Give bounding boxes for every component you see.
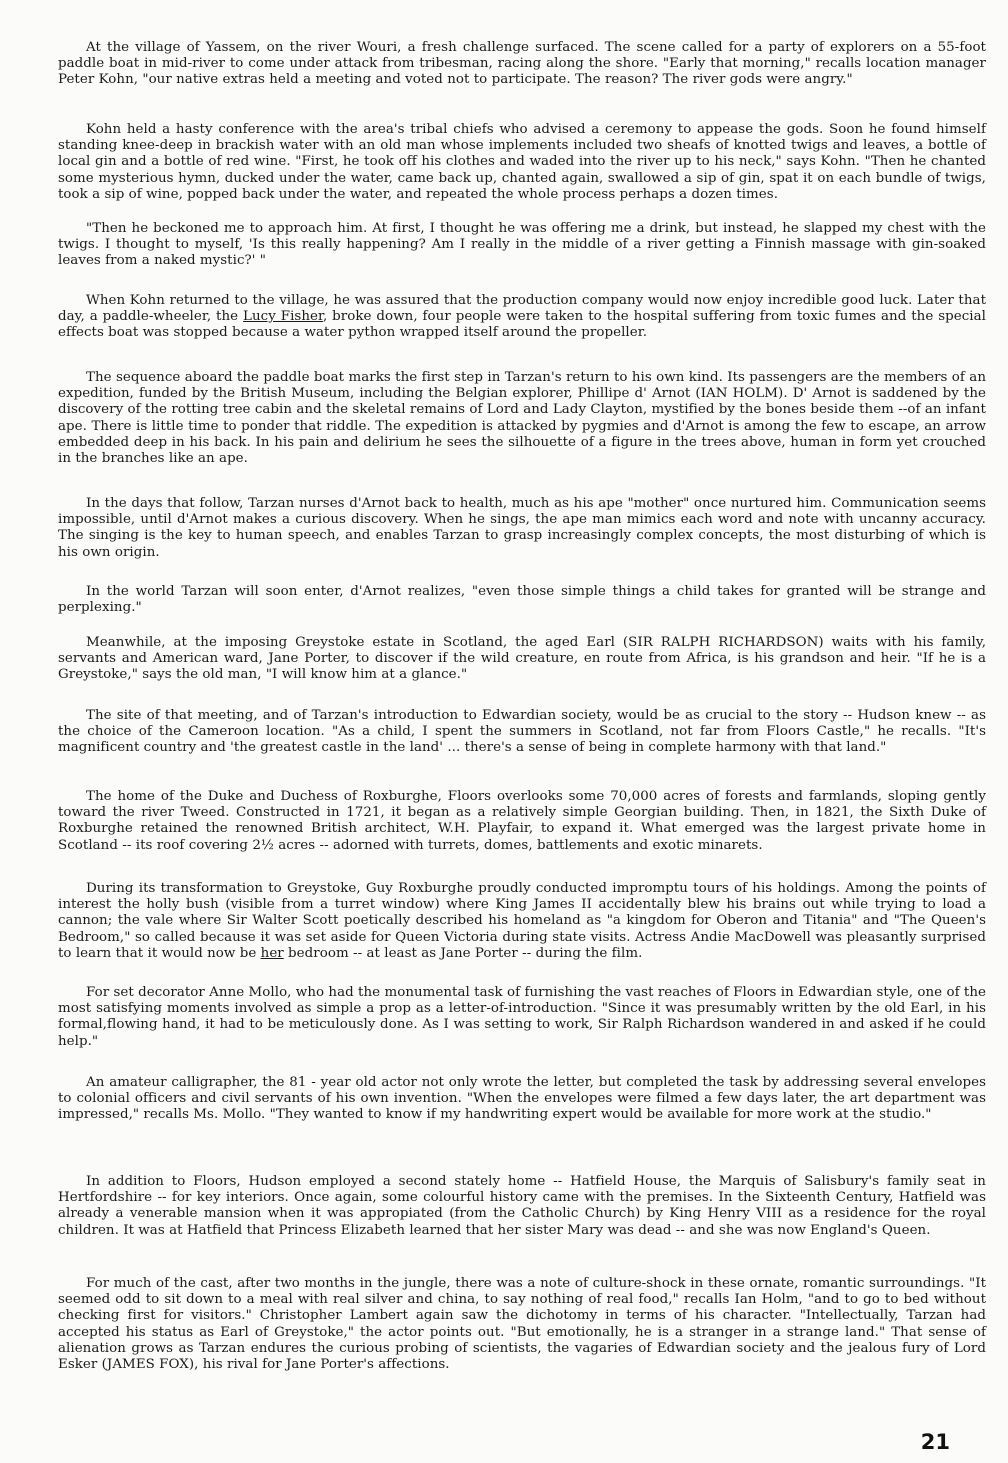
paragraph-4 xyxy=(58,293,986,342)
paragraph-14: In addition to Floors, Hudson employed a second stately home -- Hatfield House, the Marquis of Salisbury's family seat in Hertfordshire -- for key interiors. Once again, some colourful history came with the premises. In the Sixteenth Century, Hatfield was already a venerable mansion when it was appropiated (from the Catholic Church) by King Henry VIII as a residence for the royal children. It was at Hatfield that Princess Elizabeth learned that her sister Mary was dead -- and she was now England's Queen. xyxy=(58,1174,986,1238)
paragraph-15: For much of the cast, after two months in the jungle, there was a note of culture-shock in these ornate, romantic surroundings. "It seemed odd to sit down to a meal with real silver and china, to say nothing of real food," recalls Ian Holm, "and to go to bed without checking first for visitors." Christopher Lambert again saw the dichotomy in terms of his character. "Intellectually, Tarzan had accepted his status as Earl of Greystoke," the actor points out. "But emotionally, he is a stranger in a strange land." That sense of alienation grows as Tarzan endures the curious probing of scientists, the vagaries of Edwardian society and the jealous fury of Lord Esker (JAMES FOX), his rival for Jane Porter's affections. xyxy=(58,1276,986,1373)
her-underlined: her xyxy=(260,945,284,961)
paragraph-2: Kohn held a hasty conference with the area's tribal chiefs who advised a ceremony to appease the gods. Soon he found himself standing knee-deep in brackish water with an old man whose implements included two sheafs of knotted twigs and leaves, a bottle of local gin and a bottle of red wine. "First, he took off his clothes and waded into the river up to his neck," says Kohn. "Then he chanted some mysterious hymn, ducked under the water, came back up, chanted again, swallowed a sip of gin, spat it on each bundle of twigs, took a sip of wine, popped back under the water, and repeated the whole process perhaps a dozen times. xyxy=(58,122,986,202)
paragraph-4-text: When Kohn returned to the village, he was assured that the production company would now enjoy incredible good luck. Later that day, a paddle-wheeler, the xyxy=(58,293,986,325)
paragraph-11-rest: bedroom -- at least as Jane Porter -- during the film. xyxy=(283,945,643,961)
paragraph-11-text: During its transformation to Greystoke, Guy Roxburghe proudly conducted impromptu tours of his holdings. Among the points of interest the holly bush (visible from a turret window) where King James II accidentally blew his brains out while trying to load a cannon; the vale where Sir Walter Scott poetically described his homeland as "a kingdom for Oberon and Titania" and "The Queen's Bedroom," so called because it was set aside for Queen Victoria during state visits. Actress Andie MacDowell was pleasantly surprised to learn that it would now be xyxy=(58,881,986,961)
paragraph-11 xyxy=(58,881,986,962)
paragraph-8: Meanwhile, at the imposing Greystoke estate in Scotland, the aged Earl (SIR RALPH RICHARDSON) waits with his family, servants and American ward, Jane Porter, to discover if the wild creature, en route from Africa, is his grandson and heir. "If he is a Greystoke," says the old man, "I will know him at a glance." xyxy=(58,635,986,683)
paragraph-1: At the village of Yassem, on the river Wouri, a fresh challenge surfaced. The scene called for a party of explorers on a 55-foot paddle boat in mid-river to come under attack from tribesman, racing along the shore. "Early that morning," recalls location manager Peter Kohn, "our native extras held a meeting and voted not to participate. The reason? The river gods were angry." xyxy=(58,40,986,88)
paragraph-5: The sequence aboard the paddle boat marks the first step in Tarzan's return to his own kind. Its passengers are the members of an expedition, funded by the British Museum, including the Belgian explorer, Phillipe d' Arnot (IAN HOLM). D' Arnot is saddened by the discovery of the rotting tree cabin and the skeletal remains of Lord and Lady Clayton, mystified by the bones beside them --of an infant ape. There is little time to ponder that riddle. The expedition is attacked by pygmies and d'Arnot is among the few to escape, an arrow embedded deep in his back. In his pain and delirium he sees the silhouette of a figure in the trees above, human in form yet crouched in the branches like an ape. xyxy=(58,370,986,467)
paragraph-9: The site of that meeting, and of Tarzan's introduction to Edwardian society, would be as crucial to the story -- Hudson knew -- as the choice of the Cameroon location. "As a child, I spent the summers in Scotland, not far from Floors Castle," he recalls. "It's magnificent country and 'the greatest castle in the land' ... there's a sense of being in complete harmony with that land." xyxy=(58,708,986,756)
page-number: 21 xyxy=(920,1430,950,1454)
paragraph-6: In the days that follow, Tarzan nurses d'Arnot back to health, much as his ape "mother" once nurtured him. Communication seems impossible, until d'Arnot makes a curious discovery. When he sings, the ape man mimics each word and note with uncanny accuracy. The singing is the key to human speech, and enables Tarzan to grasp increasingly complex concepts, the most disturbing of which is his own origin. xyxy=(58,496,986,560)
paragraph-4-rest: , broke down, four people were taken to the hospital suffering from toxic fumes and the special effects boat was stopped because a water python wrapped itself around the propeller. xyxy=(58,309,986,341)
paragraph-13: An amateur calligrapher, the 81 - year old actor not only wrote the letter, but completed the task by addressing several envelopes to colonial officers and civil servants of his own invention. "When the envelopes were filmed a few days later, the art department was impressed," recalls Ms. Mollo. "They wanted to know if my handwriting expert would be available for more work at the studio." xyxy=(58,1075,986,1123)
paragraph-3: "Then he beckoned me to approach him. At first, I thought he was offering me a drink, but instead, he slapped my chest with the twigs. I thought to myself, 'Is this really happening? Am I really in the middle of a river getting a Finnish massage with gin-soaked leaves from a naked mystic?' " xyxy=(58,221,986,269)
boat-name-underlined: Lucy Fisher xyxy=(243,309,323,325)
paragraph-10: The home of the Duke and Duchess of Roxburghe, Floors overlooks some 70,000 acres of forests and farmlands, sloping gently toward the river Tweed. Constructed in 1721, it began as a relatively simple Georgian building. Then, in 1821, the Sixth Duke of Roxburghe retained the renowned British architect, W.H. Playfair, to expand it. What emerged was the largest private home in Scotland -- its roof covering 2½ acres -- adorned with turrets, domes, battlements and exotic minarets. xyxy=(58,789,986,853)
paragraph-12: For set decorator Anne Mollo, who had the monumental task of furnishing the vast reaches of Floors in Edwardian style, one of the most satisfying moments involved as simple a prop as a letter-of-introduction. "Since it was presumably written by the old Earl, in his formal,flowing hand, it had to be meticulously done. As I was setting to work, Sir Ralph Richardson wandered in and asked if he could help." xyxy=(58,985,986,1049)
paragraph-7: In the world Tarzan will soon enter, d'Arnot realizes, "even those simple things a child takes for granted will be strange and perplexing." xyxy=(58,584,986,616)
